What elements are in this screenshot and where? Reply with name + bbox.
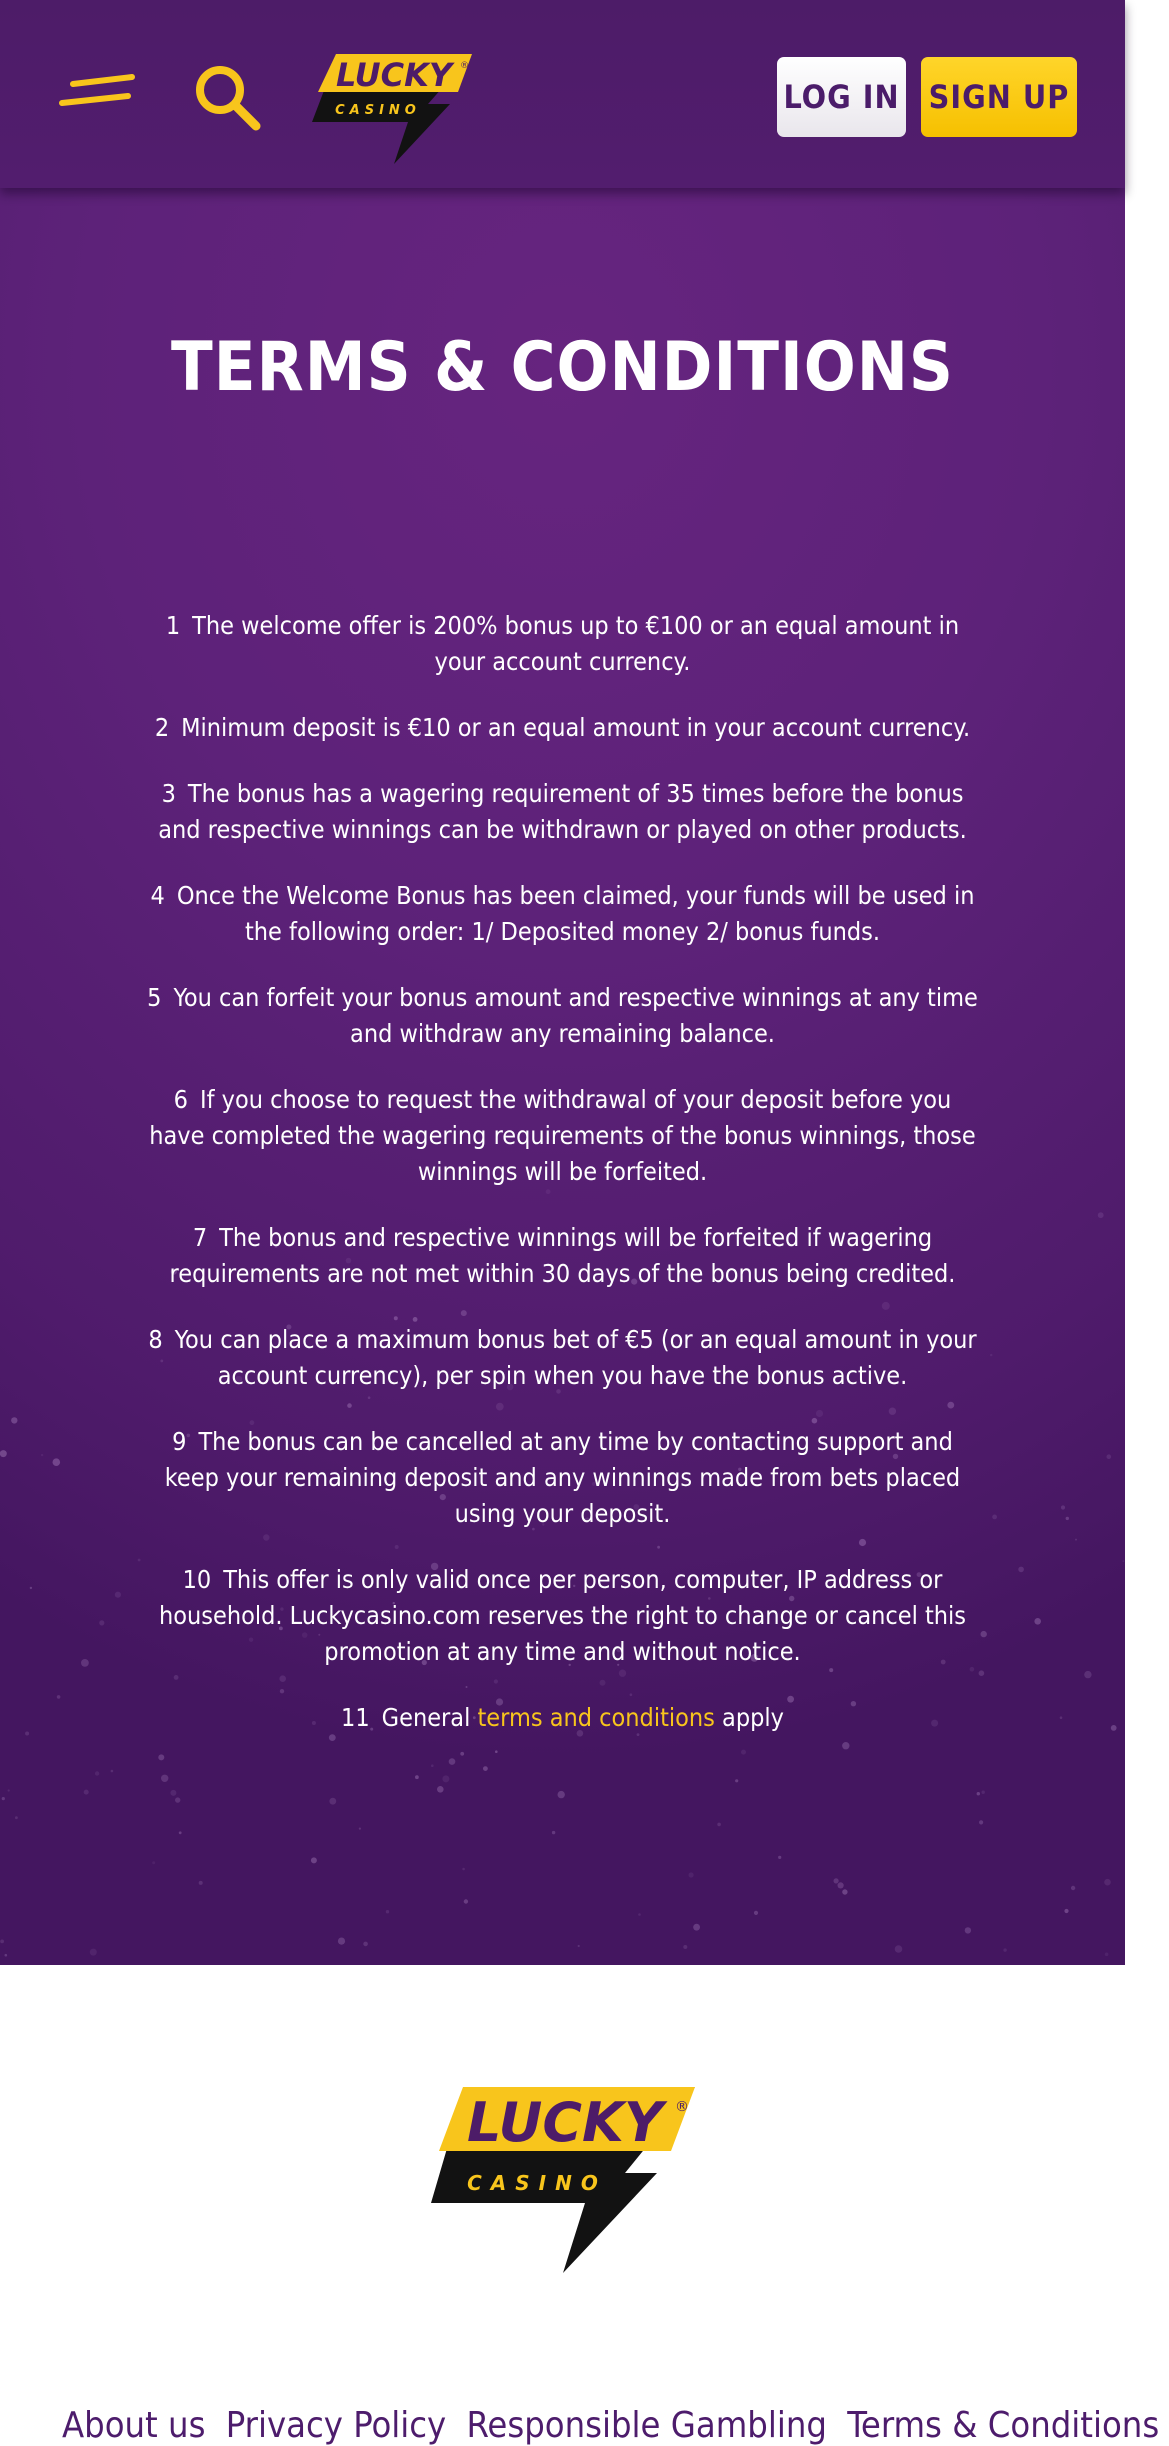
sparkle-dot: [311, 1857, 317, 1863]
general-terms-link[interactable]: terms and conditions: [477, 1703, 715, 1732]
sparkle-dot: [1060, 1716, 1063, 1719]
term-number: 6: [173, 1085, 188, 1114]
sparkle-dot: [638, 1913, 641, 1916]
footer-link-about-us[interactable]: About us: [62, 2405, 206, 2446]
lucky-casino-logo[interactable]: [308, 46, 478, 166]
signup-button[interactable]: SIGN UP: [921, 57, 1077, 137]
sparkle-dot: [1071, 1886, 1075, 1890]
term-text: The bonus can be cancelled at any time by contacting support and keep your remaining deposit and any winnings made from bets placed using your deposit.: [164, 1427, 961, 1528]
term-number: 9: [172, 1427, 187, 1456]
term-item: [145, 980, 980, 1052]
term-text: The welcome offer is 200% bonus up to €100 or an equal amount in your account currency.: [192, 611, 960, 676]
sparkle-dot: [152, 1861, 155, 1864]
sparkle-dot: [977, 1792, 980, 1795]
sparkle-dot: [53, 1458, 61, 1466]
sparkle-dot: [95, 1771, 99, 1775]
term-item: [145, 608, 980, 680]
sparkle-dot: [717, 1823, 721, 1827]
footer-logo-subtitle: CASINO: [467, 2171, 607, 2195]
term-text: If you choose to request the withdrawal of your deposit before you have completed the wagering requirements of the bonus winnings, those winnings will be forfeited.: [149, 1085, 976, 1186]
sparkle-dot: [979, 1820, 983, 1824]
logo-wordmark: LUCKY: [335, 56, 453, 94]
sparkle-dot: [464, 1899, 468, 1903]
term-number: 5: [147, 983, 162, 1012]
footer-logo-registered-mark: ®: [675, 2099, 689, 2115]
term-number: 2: [154, 713, 170, 742]
term-item: [145, 776, 980, 848]
term-text: Once the Welcome Bonus has been claimed, your funds will be used in the following order: 1/ Deposited money 2/ bonus funds.: [176, 881, 975, 946]
sparkle-dot: [359, 1828, 361, 1830]
login-button[interactable]: LOG IN: [777, 57, 906, 137]
sparkle-dot: [558, 1791, 565, 1798]
sparkle-dot: [552, 1831, 555, 1834]
sparkle-dot: [11, 1417, 17, 1423]
footer-links: [62, 2405, 1160, 2446]
sparkle-dot: [1084, 1671, 1091, 1678]
sparkle-dot: [138, 1559, 141, 1562]
logo-registered-mark: ®: [460, 61, 469, 71]
term-number: 1: [165, 611, 181, 640]
sparkle-dot: [25, 1732, 29, 1736]
term-item: [145, 1082, 980, 1190]
sparkle-dot: [338, 1938, 345, 1945]
sparkle-dot: [386, 1910, 389, 1913]
sparkle-dot: [1111, 1725, 1117, 1731]
sparkle-dot: [179, 1831, 182, 1834]
sparkle-dot: [1105, 1953, 1109, 1957]
sparkle-dot: [1061, 1505, 1065, 1509]
term-text: This offer is only valid once per person, computer, IP address or household. Luckycasino.com reserves the right to change or cancel this promotion at any time and without notice.: [158, 1565, 967, 1666]
sparkle-dot: [1018, 1567, 1024, 1573]
sparkle-dot: [1075, 1539, 1077, 1541]
term-number: 11: [341, 1703, 370, 1732]
sparkle-dot: [0, 1450, 7, 1457]
term-item: [145, 878, 980, 950]
sparkle-dot: [41, 1454, 43, 1456]
sparkle-dot: [329, 1798, 336, 1805]
footer-link-terms-conditions[interactable]: Terms & Conditions: [847, 2405, 1160, 2446]
term-number: 4: [150, 881, 165, 910]
sparkle-dot: [981, 1631, 987, 1637]
sparkle-dot: [1098, 1212, 1104, 1218]
term-item: [145, 1322, 980, 1394]
term-number: 10: [182, 1565, 212, 1594]
term-number: 8: [148, 1325, 163, 1354]
term-text: Minimum deposit is €10 or an equal amount in your account currency.: [181, 713, 971, 742]
sparkle-dot: [778, 1856, 781, 1859]
term-item: [145, 1562, 980, 1670]
sparkle-dot: [462, 1868, 465, 1871]
sparkle-dot: [689, 1872, 694, 1877]
sparkle-dot: [1104, 1879, 1111, 1886]
sparkle-dot: [90, 1949, 97, 1956]
term-item: [145, 1220, 980, 1292]
sparkle-dot: [437, 1786, 444, 1793]
footer-logo-wordmark: LUCKY: [467, 2091, 663, 2154]
sparkle-dot: [161, 1775, 168, 1782]
term-item: [145, 710, 980, 746]
term-text: The bonus has a wagering requirement of 35 times before the bonus and respective winnings can be withdrawn or played on other products.: [158, 779, 967, 844]
sparkle-dot: [735, 1779, 738, 1782]
sparkle-dot: [199, 1881, 203, 1885]
sparkle-dot: [1107, 1454, 1112, 1459]
sparkle-dot: [578, 1945, 580, 1947]
sparkle-dot: [838, 1882, 844, 1888]
footer-lucky-casino-logo[interactable]: [425, 2075, 700, 2275]
page-title: TERMS & CONDITIONS: [171, 328, 954, 407]
term-text: You can place a maximum bonus bet of €5 (or an equal amount in your account currency), per spin when you have the bonus active.: [174, 1325, 977, 1390]
sparkle-dot: [754, 1911, 758, 1915]
sparkle-dot: [1064, 1909, 1068, 1913]
sparkle-dot: [1003, 1948, 1006, 1951]
sparkle-dot: [363, 1942, 368, 1947]
sparkle-dot: [895, 1945, 903, 1953]
hamburger-menu-icon[interactable]: [56, 70, 136, 120]
footer-link-responsible-gambling[interactable]: Responsible Gambling: [466, 2405, 827, 2446]
sparkle-dot: [1066, 1517, 1069, 1520]
sparkle-dot: [30, 1587, 32, 1589]
top-header: [0, 0, 1125, 188]
sparkle-dot: [1034, 1618, 1041, 1625]
term-item: [145, 1700, 980, 1736]
sparkle-dot: [115, 1592, 121, 1598]
term-text-prefix: General: [381, 1703, 471, 1732]
sparkle-dot: [84, 1790, 89, 1795]
term-number: 3: [161, 779, 176, 808]
sparkle-dot: [111, 1770, 114, 1773]
sparkle-dot: [965, 1927, 971, 1933]
term-item: [145, 1424, 980, 1532]
search-icon[interactable]: [188, 58, 268, 138]
sparkle-dot: [2, 1797, 5, 1800]
term-text: The bonus and respective winnings will be forfeited if wagering requirements are not met within 30 days of the bonus being credited.: [169, 1223, 956, 1288]
sparkle-dot: [683, 1945, 687, 1949]
footer-link-privacy-policy[interactable]: Privacy Policy: [225, 2405, 447, 2446]
sparkle-dot: [693, 1924, 700, 1931]
term-text-suffix: apply: [722, 1703, 784, 1732]
sparkle-dot: [5, 1954, 8, 1957]
sparkle-dot: [170, 1790, 176, 1796]
logo-subtitle: CASINO: [335, 103, 421, 118]
sparkle-dot: [175, 1797, 180, 1802]
sparkle-dot: [990, 1354, 992, 1356]
sparkle-dot: [415, 1775, 419, 1779]
term-text: You can forfeit your bonus amount and respective winnings at any time and withdraw any remaining balance.: [173, 983, 978, 1048]
sparkle-dot: [81, 1659, 89, 1667]
sparkle-dot: [57, 1695, 61, 1699]
sparkle-dot: [99, 1620, 104, 1625]
terms-section: [0, 188, 1125, 1965]
sparkle-dot: [982, 1791, 985, 1794]
sparkle-dot: [842, 1889, 847, 1894]
sparkle-dot: [483, 1766, 488, 1771]
term-number: 7: [192, 1223, 208, 1252]
sparkle-dot: [834, 1878, 839, 1883]
site-footer: [0, 1965, 1160, 2446]
sparkle-dot: [15, 1816, 18, 1819]
sparkle-dot: [8, 1789, 10, 1791]
sparkle-dot: [1122, 1560, 1124, 1562]
terms-list: [145, 608, 980, 1766]
sparkle-dot: [0, 1940, 4, 1944]
sparkle-dot: [992, 1515, 997, 1520]
sparkle-dot: [442, 1775, 449, 1782]
